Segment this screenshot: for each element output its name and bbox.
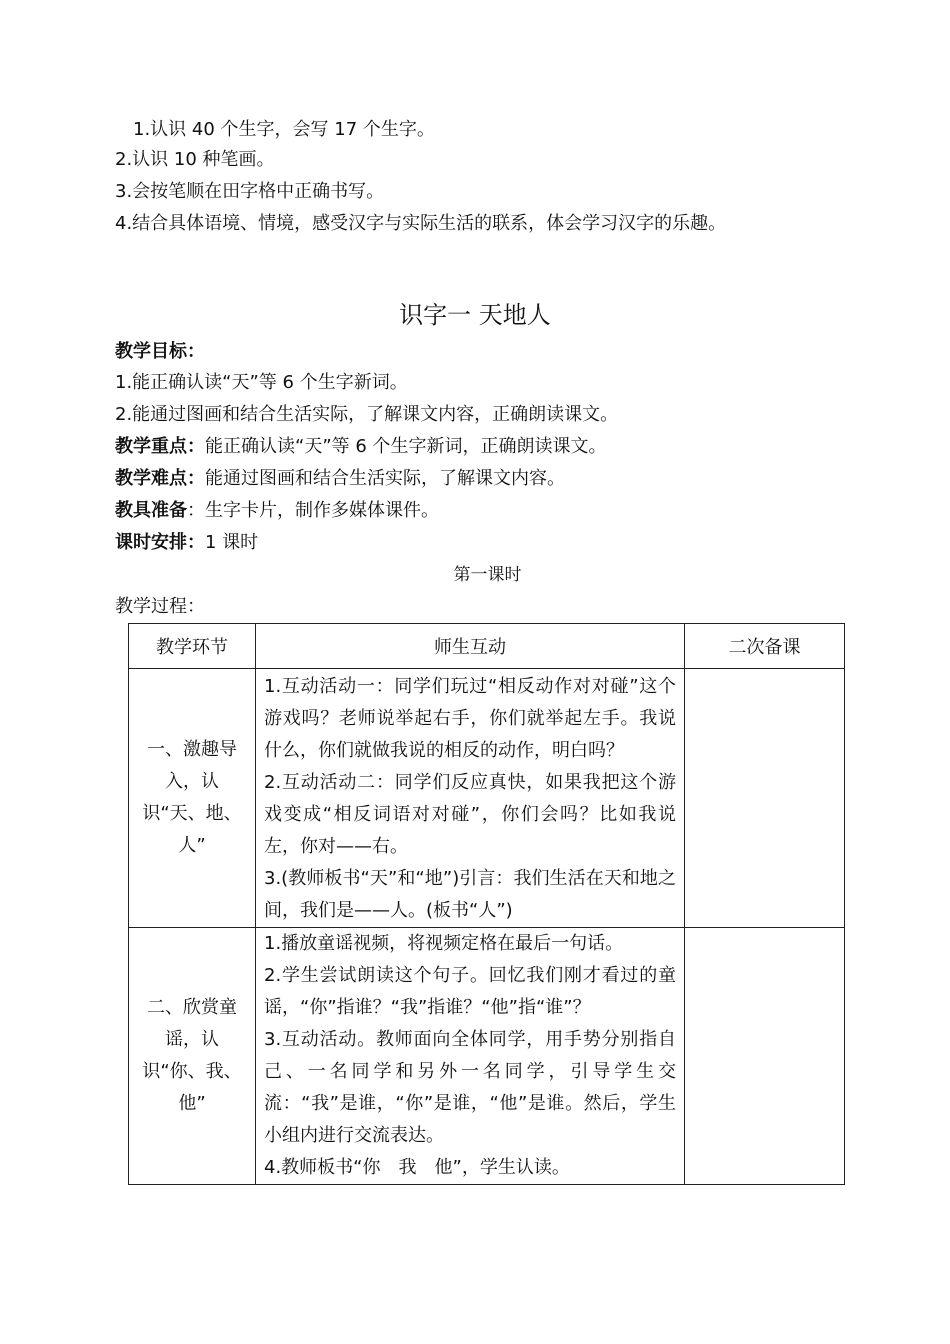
schedule-label: 课时安排： [115, 532, 205, 553]
interaction-line: 1.互动活动一：同学们玩过“相反动作对对碰”这个游戏吗？老师说举起右手，你们就举起左手。我说什么，你们就做我说的相反的动作，明白吗？ [264, 676, 676, 761]
process-label: 教学过程： [115, 596, 205, 617]
table-row [129, 669, 845, 928]
objective-line-3: 3.会按笔顺在田字格中正确书写。 [115, 181, 385, 202]
key-points [115, 435, 607, 459]
materials [115, 499, 439, 523]
header-notes: 二次备课 [685, 624, 845, 669]
notes-cell [685, 928, 845, 1185]
materials-label: 教具准备 [115, 500, 187, 521]
goal-item-2: 2.能通过图画和结合生活实际，了解课文内容，正确朗读课文。 [115, 404, 619, 425]
difficulty-text: 能通过图画和结合生活实际，了解课文内容。 [205, 468, 565, 489]
objective-line-2: 2.认识 10 种笔画。 [115, 149, 275, 170]
difficulty [115, 467, 565, 491]
interaction-line: 1.播放童谣视频，将视频定格在最后一句话。 [264, 933, 624, 954]
header-interaction: 师生互动 [256, 624, 685, 669]
interaction-line: 2.学生尝试朗读这个句子。回忆我们刚才看过的童谣，“你”指谁？“我”指谁？“他”指“谁”？ [264, 965, 676, 1018]
difficulty-label: 教学难点： [115, 468, 205, 489]
stage-cell: 一、激趣导入，认识“天、地、人” [129, 669, 256, 928]
materials-text: ：生字卡片，制作多媒体课件。 [187, 500, 439, 521]
notes-cell [685, 669, 845, 928]
table-header-row [129, 624, 845, 669]
schedule-text: 1 课时 [205, 532, 259, 553]
table-row [129, 928, 845, 1185]
stage-cell: 二、欣赏童谣，认识“你、我、他” [129, 928, 256, 1185]
header-stage: 教学环节 [129, 624, 256, 669]
interaction-line: 3.(教师板书“天”和“地”)引言：我们生活在天和地之间，我们是——人。(板书“人”) [264, 868, 676, 921]
interaction-cell [256, 928, 685, 1185]
key-points-text: 能正确认读“天”等 6 个生字新词，正确朗读课文。 [205, 436, 607, 457]
interaction-line: 3.互动活动。教师面向全体同学，用手势分别指自己、一名同学和另外一名同学，引导学生交流：“我”是谁，“你”是谁，“他”是谁。然后，学生小组内进行交流表达。 [264, 1029, 676, 1146]
lesson-title: 识字一 天地人 [399, 301, 551, 329]
period-title: 第一课时 [453, 565, 522, 585]
goal-item-1: 1.能正确认读“天”等 6 个生字新词。 [115, 372, 408, 393]
teaching-process-table [128, 623, 845, 1185]
goals-label: 教学目标： [115, 341, 205, 362]
objective-line-4: 4.结合具体语境、情境，感受汉字与实际生活的联系，体会学习汉字的乐趣。 [115, 213, 727, 234]
schedule [115, 531, 258, 555]
interaction-line: 4.教师板书“你 我 他”，学生认读。 [264, 1157, 570, 1178]
objective-line-1: 1.认识 40 个生字，会写 17 个生字。 [133, 119, 435, 140]
key-points-label: 教学重点： [115, 436, 205, 457]
interaction-line: 2.互动活动二：同学们反应真快，如果我把这个游戏变成“相反词语对对碰”，你们会吗？比如我说左，你对——右。 [264, 772, 676, 857]
interaction-cell [256, 669, 685, 928]
